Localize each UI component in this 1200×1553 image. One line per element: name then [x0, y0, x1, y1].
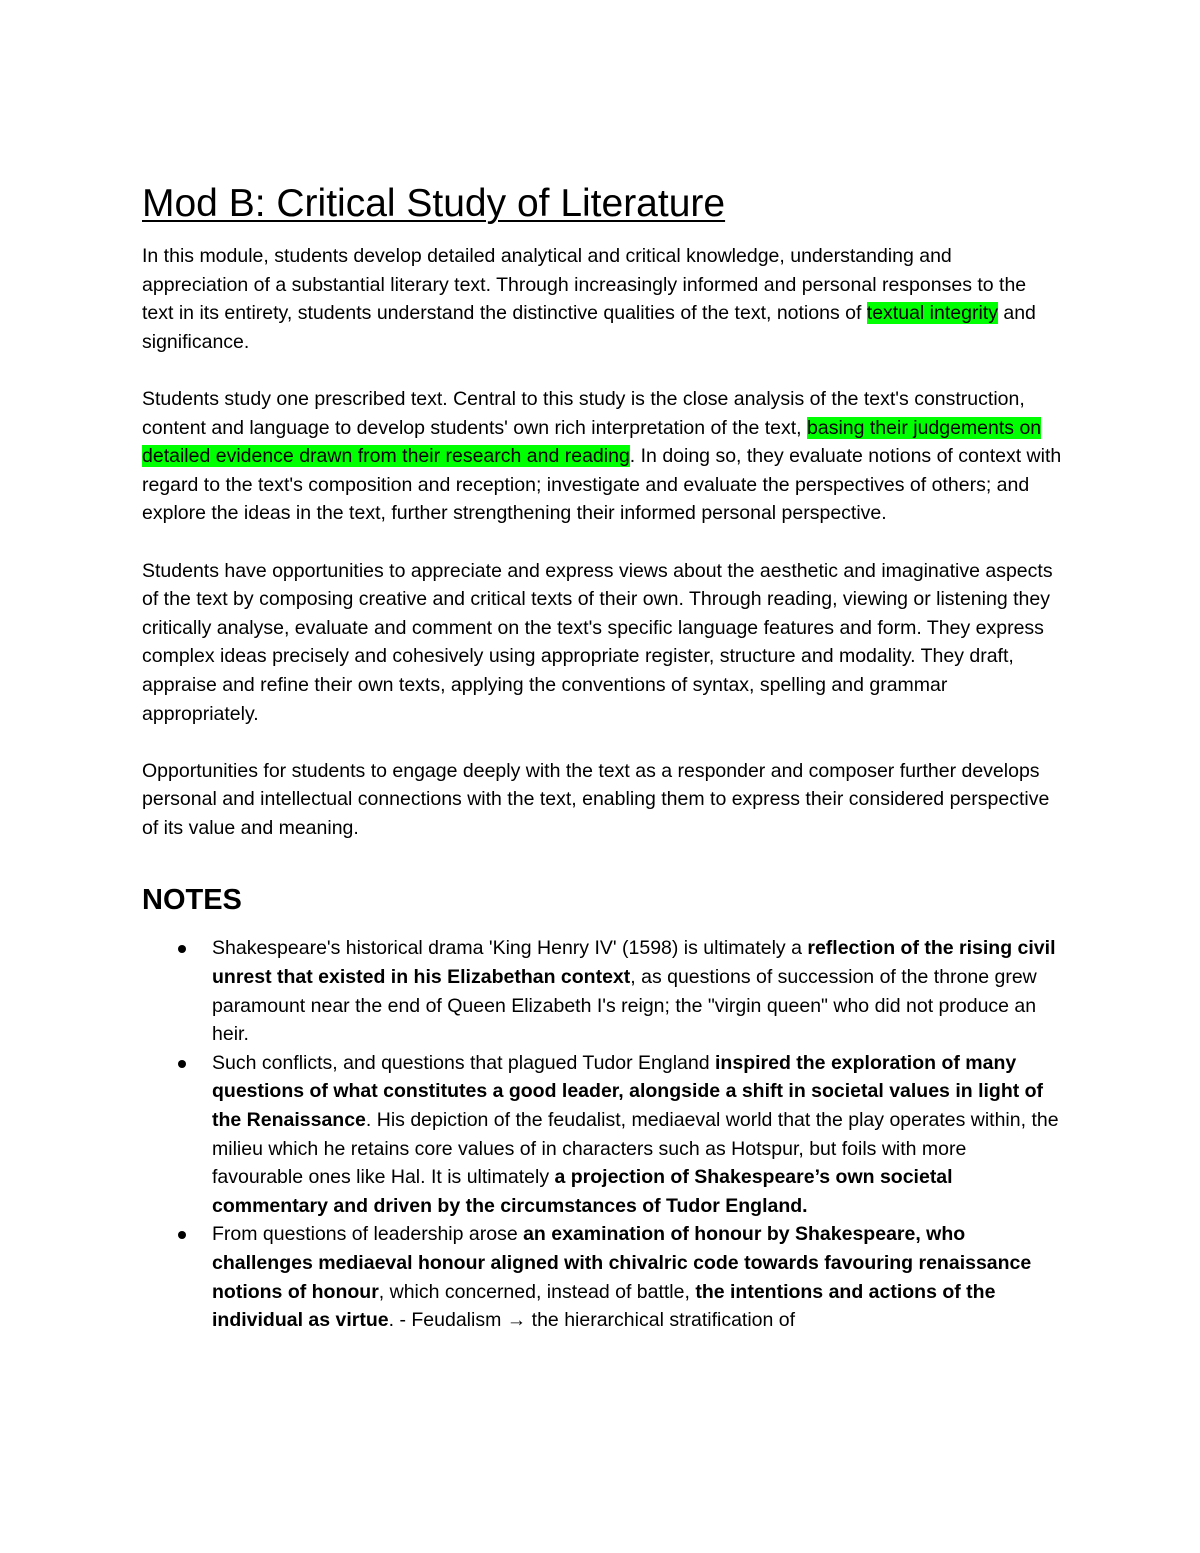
note-text: Such conflicts, and questions that plagued Tudor England [212, 1051, 716, 1074]
highlighted-text: textual integrity [866, 302, 998, 325]
bullet-icon [178, 945, 186, 953]
paragraph-opportunities: Students have opportunities to appreciate and express views about the aesthetic and imaginative aspects of the text by composing creative and critical texts of their own. Through reading, viewing or listening they critically analyse, evaluate and comment on the text's specific language features and form. They express complex ideas precisely and cohesively using appropriate register, structure and modality. They draft, appraise and refine their own texts, applying the conventions of syntax, spelling and grammar appropriately. [142, 559, 1053, 725]
note-bold-text: inspired the exploration of many questions of what constitutes a good leader, alongside a shift in societal values in light of the Renaissance [212, 1051, 1044, 1132]
note-text: . His depiction of the feudalist, mediaeval world that the play operates within, the milieu which he retains core values of in characters such as Hotspur, but foils with more favourable ones like Hal. It is ultimately [212, 1109, 1059, 1189]
paragraph-text: and significance. [142, 302, 1036, 353]
document-title: Mod B: Critical Study of Literature [142, 182, 726, 225]
notes-list [142, 934, 1062, 1334]
note-bold-text: the intentions and actions of the individual as virtue [212, 1280, 996, 1332]
note-text: , as questions of succession of the throne grew paramount near the end of Queen Elizabeth I's reign; the "virgin queen" who did not produce an heir. [212, 966, 1037, 1046]
paragraph-engagement: Opportunities for students to engage deeply with the text as a responder and composer further develops personal and intellectual connections with the text, enabling them to express their considered perspective of its value and meaning. [142, 759, 1050, 839]
paragraph-text: In this module, students develop detailed analytical and critical knowledge, understanding and appreciation of a substantial literary text. Through increasingly informed and personal responses to the text in its entirety, students understand the distinctive qualities of the text, notions of [142, 245, 1027, 325]
notes-heading: NOTES [142, 884, 242, 917]
bullet-icon [178, 1231, 186, 1239]
document-page [142, 180, 1062, 1335]
paragraph-text: Students study one prescribed text. Central to this study is the close analysis of the text's construction, content and language to develop students' own rich interpretation of the text, [142, 387, 1025, 439]
list-item [212, 1220, 1062, 1334]
highlighted-text: basing their judgements on detailed evidence drawn from their research and reading [142, 416, 1042, 468]
note-text: From questions of leadership arose [212, 1223, 524, 1246]
list-item [212, 1049, 1062, 1221]
note-bold-text: an examination of honour by Shakespeare, who challenges mediaeval honour aligned with chivalric code towards favouring renaissance notions of honour [212, 1223, 1032, 1303]
note-text: . - Feudalism → the hierarchical stratification of [388, 1309, 796, 1332]
paragraph-prescribed-text [142, 385, 1062, 528]
note-bold-text: reflection of the rising civil unrest that existed in his Elizabethan context [212, 937, 1056, 989]
list-item [212, 934, 1062, 1048]
note-bold-text: a projection of Shakespeare’s own societal commentary and driven by the circumstances of Tudor England. [212, 1166, 953, 1217]
paragraph-module-intro [142, 242, 1062, 356]
note-text: , which concerned, instead of battle, [378, 1280, 696, 1303]
bullet-icon [178, 1060, 186, 1068]
paragraph-text: . In doing so, they evaluate notions of context with regard to the text's composition and reception; investigate and evaluate the perspectives of others; and explore the ideas in the text, further strengthening their informed personal perspective. [142, 445, 1062, 525]
note-text: Shakespeare's historical drama 'King Henry IV' (1598) is ultimately a [212, 937, 808, 960]
